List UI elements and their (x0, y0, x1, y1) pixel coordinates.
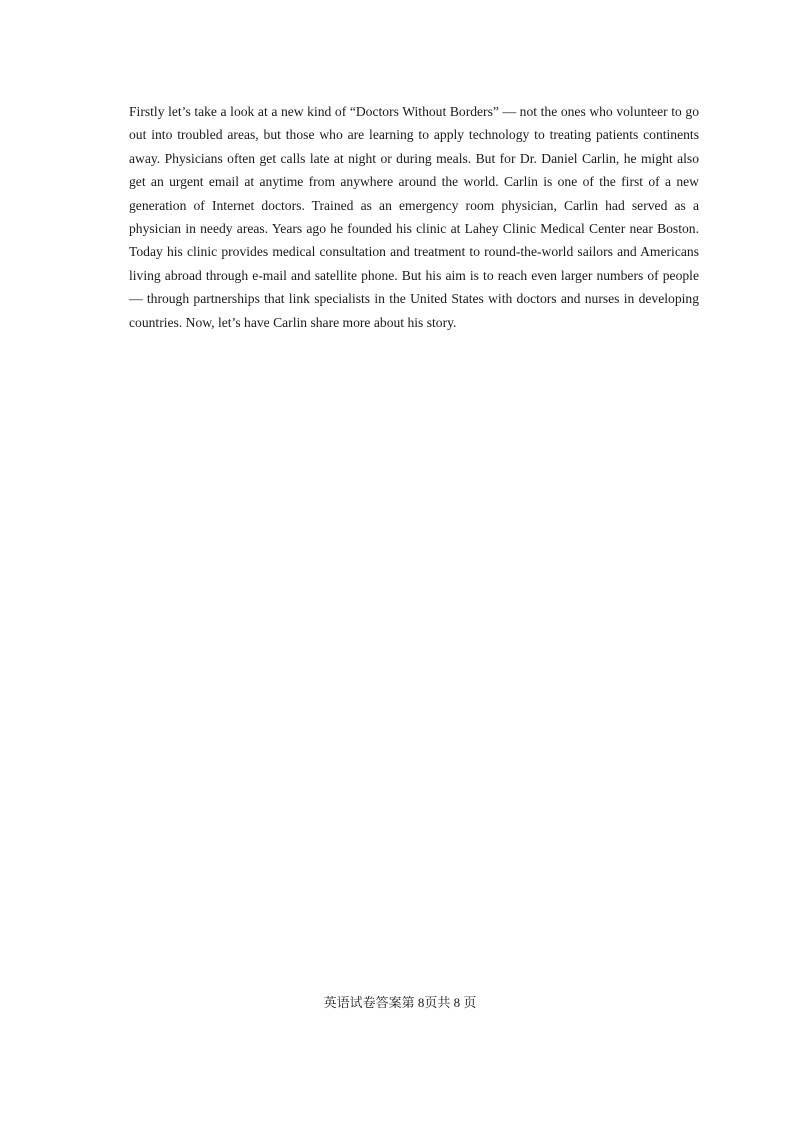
page-footer: 英语试卷答案第 8页共 8 页 (323, 995, 477, 1010)
passage-paragraph: Firstly let’s take a look at a new kind of “Doctors Without Borders” — not the ones who volunteer to go out into troubled areas, but those who are learning to apply technology to treating patients continents away. Physicians often get calls late at night or during meals. But for Dr. Daniel Carlin, he might also get an urgent email at anytime from anywhere around the world. Carlin is one of the first of a new generation of Internet doctors. Trained as an emergency room physician, Carlin had served as a physician in needy areas. Years ago he founded his clinic at Lahey Clinic Medical Center near Boston. Today his clinic provides medical consultation and treatment to round-the-world sailors and Americans living abroad through e-mail and satellite phone. But his aim is to reach even larger numbers of people — through partnerships that link specialists in the United States with doctors and nurses in developing countries. Now, let’s have Carlin share more about his story. (129, 104, 699, 330)
